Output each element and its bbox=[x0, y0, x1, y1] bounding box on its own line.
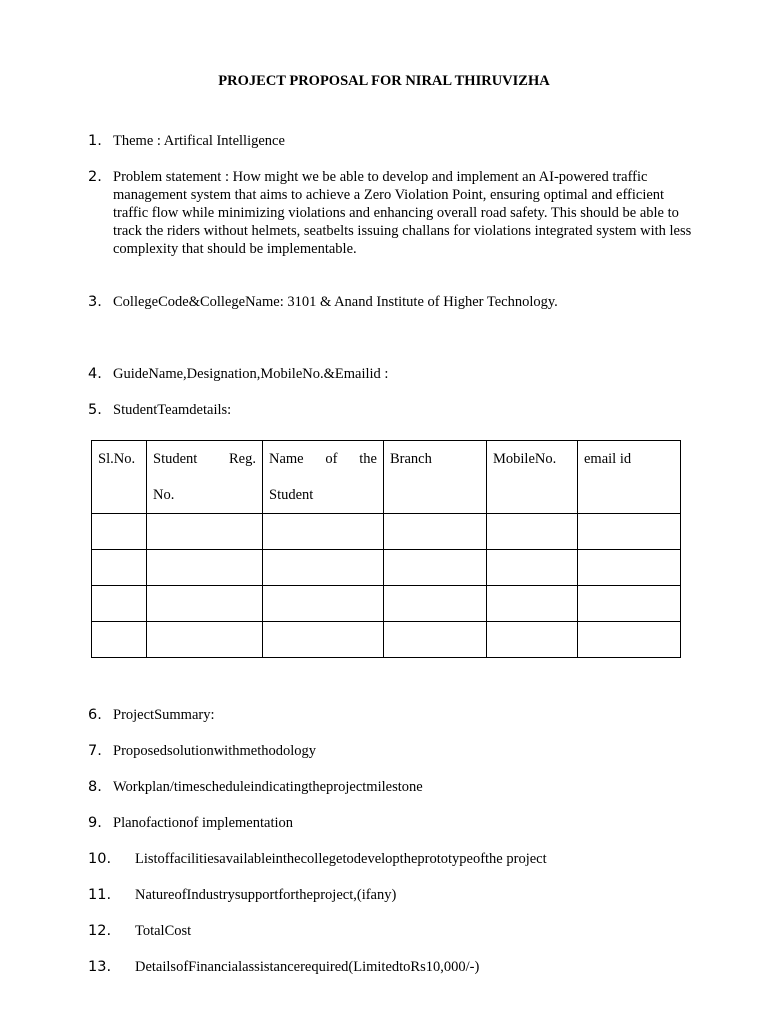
item-text: GuideName,Designation,MobileNo.&Emailid : bbox=[113, 366, 389, 382]
item-number: 9. bbox=[88, 815, 102, 831]
header-branch: Branch bbox=[384, 441, 487, 514]
document-title: PROJECT PROPOSAL FOR NIRAL THIRUVIZHA bbox=[218, 73, 550, 89]
header-slno: Sl.No. bbox=[92, 441, 147, 514]
item-number: 5. bbox=[88, 402, 102, 418]
item-text: Theme : Artifical Intelligence bbox=[113, 133, 285, 149]
item-number: 10. bbox=[88, 851, 112, 867]
table-row bbox=[92, 586, 681, 622]
table-row bbox=[92, 622, 681, 658]
header-email: email id bbox=[578, 441, 681, 514]
item-text: ProjectSummary: bbox=[113, 707, 215, 723]
item-text: Workplan/timescheduleindicatingtheprojectmilestone bbox=[113, 779, 423, 795]
item-number: 13. bbox=[88, 959, 112, 975]
item-text: Planofactionof implementation bbox=[113, 815, 293, 831]
item-text: CollegeCode&CollegeName: 3101 & Anand Institute of Higher Technology. bbox=[113, 294, 558, 310]
table-row bbox=[92, 550, 681, 586]
item-number: 6. bbox=[88, 707, 102, 723]
item-number: 1. bbox=[88, 133, 102, 149]
table-row bbox=[92, 514, 681, 550]
item-text: Listoffacilitiesavailableinthecollegetodeveloptheprototypeofthe project bbox=[135, 851, 547, 867]
item-number: 4. bbox=[88, 366, 102, 382]
item-number: 8. bbox=[88, 779, 102, 795]
header-mobile: MobileNo. bbox=[487, 441, 578, 514]
item-text: StudentTeamdetails: bbox=[113, 402, 232, 418]
table-header-row bbox=[92, 441, 681, 514]
item-number: 2. bbox=[88, 169, 102, 185]
item-text: TotalCost bbox=[135, 923, 192, 939]
item-number: 3. bbox=[88, 294, 102, 310]
item-text: DetailsofFinancialassistancerequired(LimitedtoRs10,000/-) bbox=[135, 959, 480, 975]
item-number: 11. bbox=[88, 887, 112, 903]
item-text: Problem statement : How might we be able to develop and implement an AI-powered traffic management system that aims to achieve a Zero Violation Point, ensuring optimal and efficient traffic flow while minimizing violations and enhancing overall road safety. This should be able to track the riders without helmets, seatbelts issuing challans for violations integrated system with less complexity that should be implementable. bbox=[113, 169, 692, 257]
student-team-table bbox=[91, 440, 681, 658]
item-text: NatureofIndustrysupportfortheproject,(ifany) bbox=[135, 887, 397, 903]
item-text: Proposedsolutionwithmethodology bbox=[113, 743, 316, 759]
header-reg-no: Student Reg. No. bbox=[147, 441, 263, 514]
item-number: 12. bbox=[88, 923, 112, 939]
item-number: 7. bbox=[88, 743, 102, 759]
header-name: Name of the Student bbox=[263, 441, 384, 514]
